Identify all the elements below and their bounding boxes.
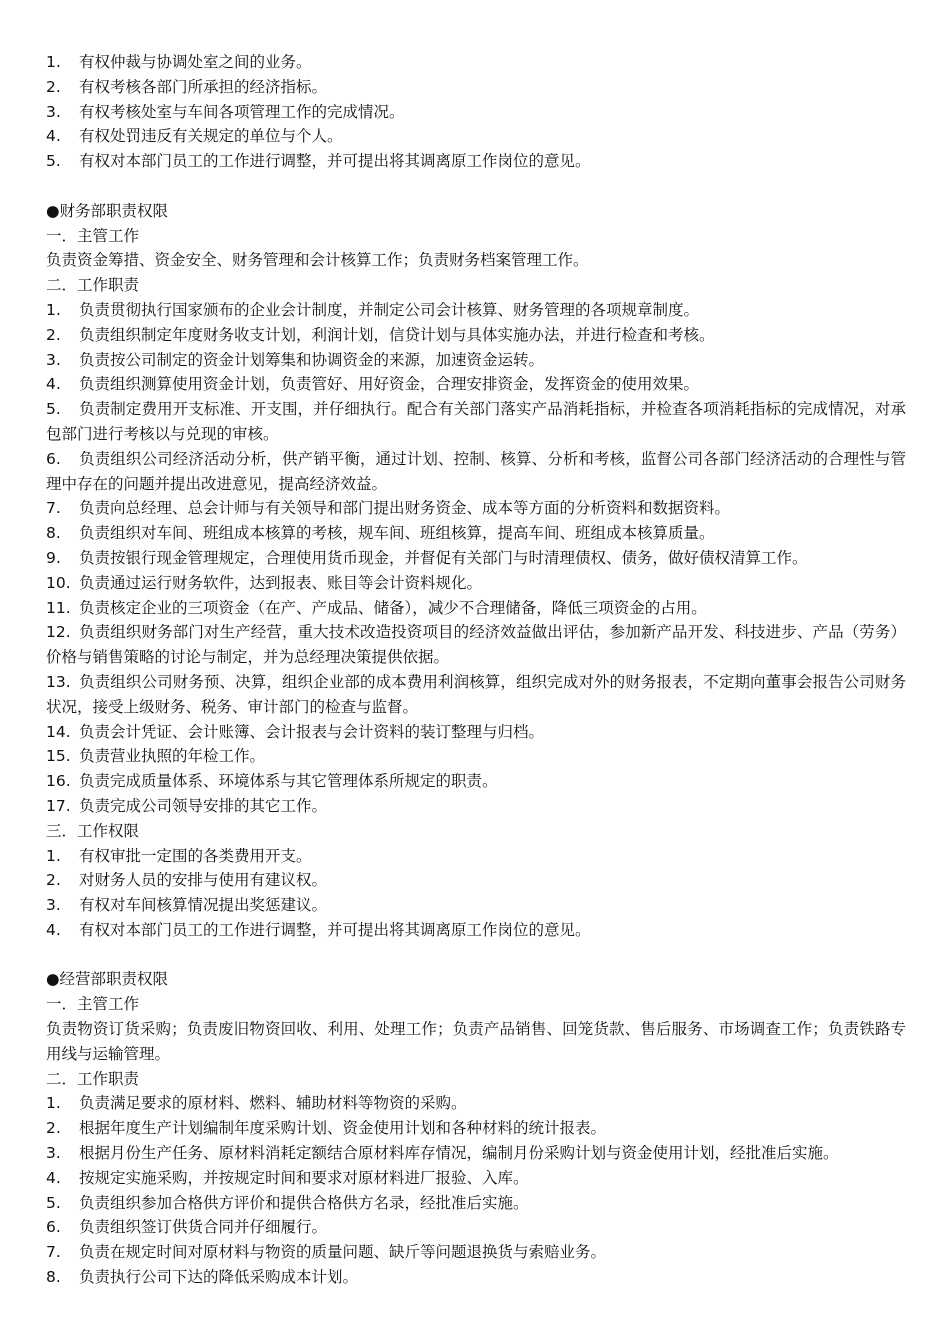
item-number: 2.	[46, 325, 61, 344]
item-number: 2.	[46, 871, 61, 890]
list-item	[46, 1116, 906, 1141]
list-item	[46, 397, 906, 447]
list-item	[46, 844, 906, 869]
list-item	[46, 372, 906, 397]
list-item	[46, 1265, 906, 1290]
item-number: 13.	[46, 672, 71, 691]
item-text: 有权考核处室与车间各项管理工作的完成情况。	[79, 102, 405, 121]
item-number: 4.	[46, 127, 61, 146]
item-number: 5.	[46, 152, 61, 171]
item-text: 有权考核各部门所承担的经济指标。	[79, 77, 328, 96]
item-text: 负责组织对车间、班组成本核算的考核，规车间、班组核算，提高车间、班组成本核算质量。	[79, 524, 715, 543]
item-text: 负责制定费用开支标准、开支围，并仔细执行。配合有关部门落实产品消耗指标，并检查各项消耗指标的完成情况，对承包部门进行考核以与兑现的审核。	[46, 400, 906, 443]
item-number: 7.	[46, 499, 61, 518]
duties-heading: 二．工作职责	[46, 276, 140, 295]
item-number: 2.	[46, 77, 61, 96]
item-text: 根据年度生产计划编制年度采购计划、资金使用计划和各种材料的统计报表。	[79, 1119, 607, 1138]
intro-rights-list	[46, 50, 906, 174]
item-number: 12.	[46, 623, 71, 642]
list-item	[46, 447, 906, 497]
list-item	[46, 323, 906, 348]
list-item	[46, 521, 906, 546]
item-number: 9.	[46, 548, 61, 567]
item-text: 负责核定企业的三项资金（在产、产成品、储备），减少不合理储备，降低三项资金的占用。	[79, 598, 707, 617]
item-text: 负责在规定时间对原材料与物资的质量问题、缺斤等问题退换货与索赔业务。	[79, 1243, 607, 1262]
item-number: 5.	[46, 400, 61, 419]
list-item	[46, 1091, 906, 1116]
item-text: 根据月份生产任务、原材料消耗定额结合原材料库存情况，编制月份采购计划与资金使用计划，经批准后实施。	[79, 1144, 839, 1163]
item-number: 11.	[46, 598, 71, 617]
item-number: 3.	[46, 896, 61, 915]
item-number: 2.	[46, 1119, 61, 1138]
list-item	[46, 769, 906, 794]
item-number: 10.	[46, 573, 71, 592]
main-work-heading: 一．主管工作	[46, 226, 140, 245]
section-title: ●经营部职责权限	[46, 970, 169, 989]
list-item	[46, 50, 906, 75]
rights-heading: 三．工作权限	[46, 821, 140, 840]
item-text: 负责按公司制定的资金计划筹集和协调资金的来源，加速资金运转。	[79, 350, 545, 369]
item-text: 负责通过运行财务软件，达到报表、账目等会计资料规化。	[79, 573, 483, 592]
item-text: 按规定实施采购，并按规定时间和要求对原材料进厂报验、入库。	[79, 1168, 529, 1187]
item-text: 负责组织财务部门对生产经营，重大技术改造投资项目的经济效益做出评估，参加新产品开发、科技进步、产品（劳务）价格与销售策略的讨论与制定，并为总经理决策提供依据。	[46, 623, 906, 667]
item-number: 6.	[46, 449, 61, 468]
item-text: 负责按银行现金管理规定，合理使用货币现金，并督促有关部门与时清理债权、债务，做好债权清算工作。	[79, 548, 808, 567]
item-number: 16.	[46, 772, 71, 791]
list-item	[46, 1215, 906, 1240]
item-number: 6.	[46, 1218, 61, 1237]
list-item	[46, 149, 906, 174]
item-number: 14.	[46, 722, 71, 741]
list-item	[46, 75, 906, 100]
item-text: 负责组织公司经济活动分析，供产销平衡，通过计划、控制、核算、分析和考核，监督公司各部门经济活动的合理性与管理中存在的问题并提出改进意见，提高经济效益。	[46, 449, 906, 493]
item-number: 8.	[46, 1268, 61, 1287]
item-text: 有权对本部门员工的工作进行调整，并可提出将其调离原工作岗位的意见。	[79, 920, 591, 939]
item-text: 负责组织制定年度财务收支计划，利润计划，信贷计划与具体实施办法，并进行检查和考核。	[79, 325, 715, 344]
item-text: 负责组织签订供货合同并仔细履行。	[79, 1218, 328, 1237]
item-number: 17.	[46, 796, 71, 815]
spacer	[46, 943, 906, 968]
list-item	[46, 670, 906, 720]
list-item	[46, 596, 906, 621]
item-number: 4.	[46, 375, 61, 394]
item-number: 1.	[46, 53, 61, 71]
list-item	[46, 1141, 906, 1166]
operations-section	[46, 967, 906, 1289]
list-item	[46, 496, 906, 521]
item-number: 4.	[46, 1168, 61, 1187]
main-work-heading: 一．主管工作	[46, 995, 140, 1014]
main-work-text: 负责物资订货采购；负责废旧物资回收、利用、处理工作；负责产品销售、回笼货款、售后服务、市场调查工作；负责铁路专用线与运输管理。	[46, 1020, 906, 1063]
list-item	[46, 546, 906, 571]
item-text: 负责满足要求的原材料、燃料、辅助材料等物资的采购。	[79, 1094, 467, 1113]
list-item	[46, 100, 906, 125]
item-number: 3.	[46, 102, 61, 121]
list-item	[46, 1191, 906, 1216]
item-text: 有权仲裁与协调处室之间的业务。	[79, 53, 312, 71]
list-item	[46, 868, 906, 893]
item-text: 有权审批一定围的各类费用开支。	[79, 846, 312, 865]
item-text: 有权对车间核算情况提出奖惩建议。	[79, 896, 328, 915]
item-text: 负责组织公司财务预、决算，组织企业部的成本费用利润核算，组织完成对外的财务报表，不定期向董事会报告公司财务状况，接受上级财务、税务、审计部门的检查与监督。	[46, 672, 906, 716]
item-text: 对财务人员的安排与使用有建议权。	[79, 871, 328, 890]
item-text: 有权处罚违反有关规定的单位与个人。	[79, 127, 343, 146]
item-number: 1.	[46, 846, 61, 865]
finance-section	[46, 199, 906, 943]
list-item	[46, 1166, 906, 1191]
item-number: 8.	[46, 524, 61, 543]
list-item	[46, 918, 906, 943]
item-number: 3.	[46, 350, 61, 369]
item-text: 有权对本部门员工的工作进行调整，并可提出将其调离原工作岗位的意见。	[79, 152, 591, 171]
item-number: 5.	[46, 1193, 61, 1212]
item-number: 3.	[46, 1144, 61, 1163]
item-text: 负责完成公司领导安排的其它工作。	[79, 796, 328, 815]
duties-heading: 二．工作职责	[46, 1069, 140, 1088]
item-text: 负责贯彻执行国家颁布的企业会计制度，并制定公司会计核算、财务管理的各项规章制度。	[79, 300, 700, 319]
list-item	[46, 893, 906, 918]
item-text: 负责组织测算使用资金计划，负责管好、用好资金，合理安排资金，发挥资金的使用效果。	[79, 375, 700, 394]
list-item	[46, 794, 906, 819]
list-item	[46, 124, 906, 149]
list-item	[46, 744, 906, 769]
section-title: ●财务部职责权限	[46, 201, 169, 220]
item-number: 15.	[46, 747, 71, 766]
item-text: 负责向总经理、总会计师与有关领导和部门提出财务资金、成本等方面的分析资料和数据资料。	[79, 499, 731, 518]
item-text: 负责会计凭证、会计账簿、会计报表与会计资料的装订整理与归档。	[79, 722, 545, 741]
list-item	[46, 720, 906, 745]
list-item	[46, 348, 906, 373]
item-number: 1.	[46, 300, 61, 319]
item-number: 4.	[46, 920, 61, 939]
item-number: 1.	[46, 1094, 61, 1113]
list-item	[46, 571, 906, 596]
list-item	[46, 620, 906, 670]
spacer	[46, 174, 906, 199]
item-text: 负责营业执照的年检工作。	[79, 747, 266, 766]
main-work-text: 负责资金筹措、资金安全、财务管理和会计核算工作；负责财务档案管理工作。	[46, 251, 589, 270]
list-item	[46, 1240, 906, 1265]
item-number: 7.	[46, 1243, 61, 1262]
item-text: 负责完成质量体系、环境体系与其它管理体系所规定的职责。	[79, 772, 498, 791]
list-item	[46, 298, 906, 323]
item-text: 负责组织参加合格供方评价和提供合格供方名录，经批准后实施。	[79, 1193, 529, 1212]
item-text: 负责执行公司下达的降低采购成本计划。	[79, 1268, 359, 1287]
